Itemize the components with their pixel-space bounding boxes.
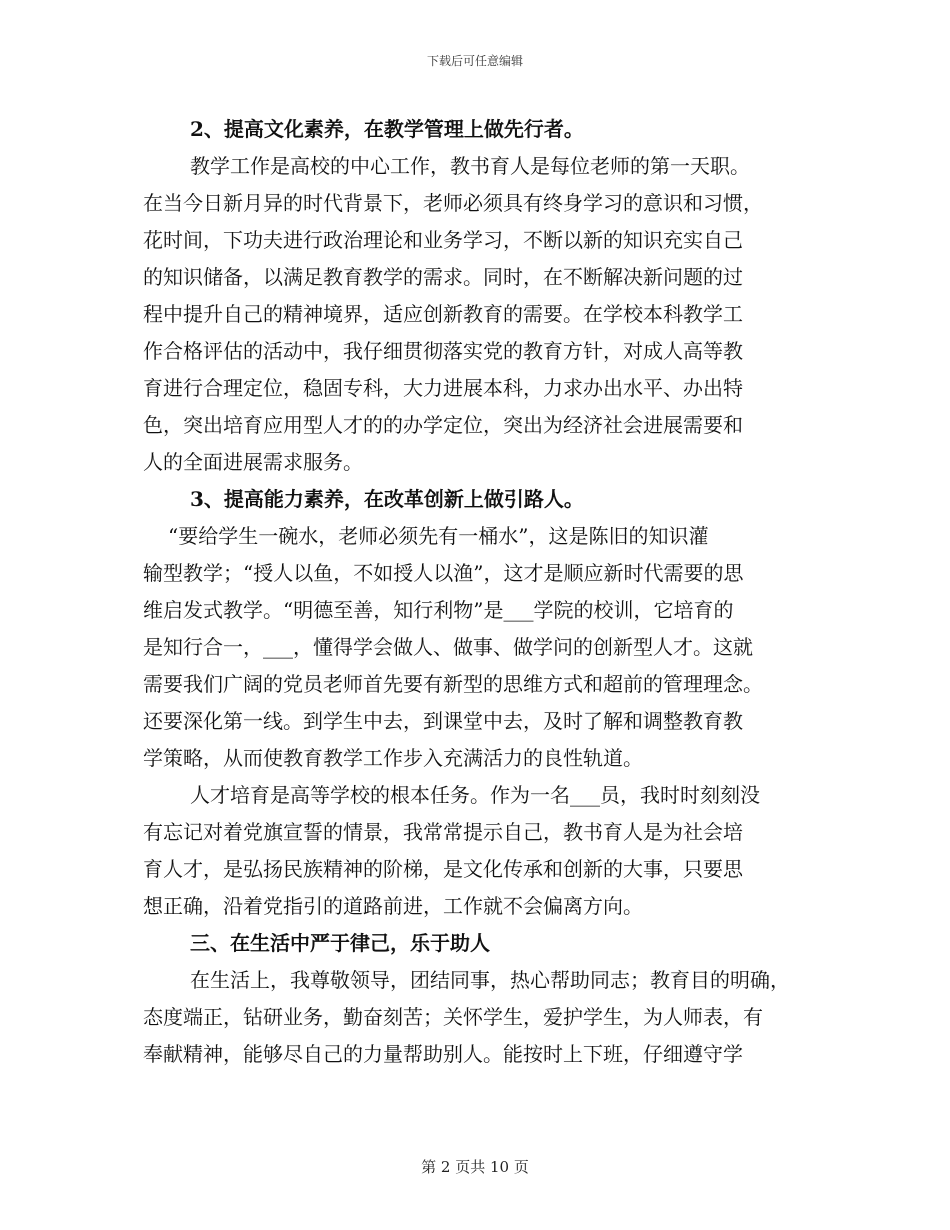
text-line: 教学工作是高校的中心工作，教书育人是每位老师的第一天职。	[190, 154, 750, 178]
text-line: 奉献精神，能够尽自己的力量帮助别人。能按时上下班，仔细遵守学	[143, 1042, 743, 1066]
text-line: 输型教学；“授人以鱼，不如授人以渔”，这才是顺应新时代需要的思	[143, 561, 744, 585]
section-heading: 3、提高能力素养，在改革创新上做引路人。	[190, 487, 584, 511]
text-line: “要给学生一碗水，老师必须先有一桶水”，这是陈旧的知识灌	[168, 524, 709, 548]
text-line: 作合格评估的活动中，我仔细贯彻落实党的教育方针，对成人高等教	[143, 339, 743, 363]
text-line: 的知识储备，以满足教育教学的需求。同时，在不断解决新问题的过	[143, 265, 743, 289]
text-line: 在生活上，我尊敬领导，团结同事，热心帮助同志；教育目的明确，	[190, 968, 790, 992]
text-line: 花时间，下功夫进行政治理论和业务学习，不断以新的知识充实自己	[143, 228, 743, 252]
text-line: 程中提升自己的精神境界，适应创新教育的需要。在学校本科教学工	[143, 302, 743, 326]
text-line: 需要我们广阔的党员老师首先要有新型的思维方式和超前的管理理念。	[143, 672, 763, 696]
page-header: 下载后可任意编辑	[426, 54, 523, 68]
text-line: 育进行合理定位，稳固专科，大力进展本科，力求办出水平、办出特	[143, 376, 743, 400]
text-line: 育人才，是弘扬民族精神的阶梯，是文化传承和创新的大事，只要思	[143, 857, 743, 881]
text-line: 人的全面进展需求服务。	[143, 450, 363, 474]
section-heading: 2、提高文化素养，在教学管理上做先行者。	[190, 117, 584, 141]
section-heading: 三、在生活中严于律己，乐于助人	[190, 931, 490, 955]
text-line: 有忘记对着党旗宣誓的情景，我常常提示自己，教书育人是为社会培	[143, 820, 743, 844]
text-line: 色，突出培育应用型人才的的办学定位，突出为经济社会进展需要和	[143, 413, 743, 437]
text-line: 是知行合一，___，懂得学会做人、做事、做学问的创新型人才。这就	[143, 635, 753, 659]
text-line: 维启发式教学。“明德至善，知行利物”是___学院的校训，它培育的	[143, 598, 734, 622]
text-line: 想正确，沿着党指引的道路前进，工作就不会偏离方向。	[143, 894, 643, 918]
text-line: 态度端正，钻研业务，勤奋刻苦；关怀学生，爱护学生，为人师表，有	[143, 1005, 763, 1029]
text-line: 在当今日新月异的时代背景下，老师必须具有终身学习的意识和习惯，	[143, 191, 763, 215]
page-footer: 第 2 页共 10 页	[421, 1158, 529, 1176]
text-line: 还要深化第一线。到学生中去，到课堂中去，及时了解和调整教育教	[143, 709, 743, 733]
text-line: 学策略，从而使教育教学工作步入充满活力的良性轨道。	[143, 746, 643, 770]
text-line: 人才培育是高等学校的根本任务。作为一名___员，我时时刻刻没	[190, 783, 760, 807]
